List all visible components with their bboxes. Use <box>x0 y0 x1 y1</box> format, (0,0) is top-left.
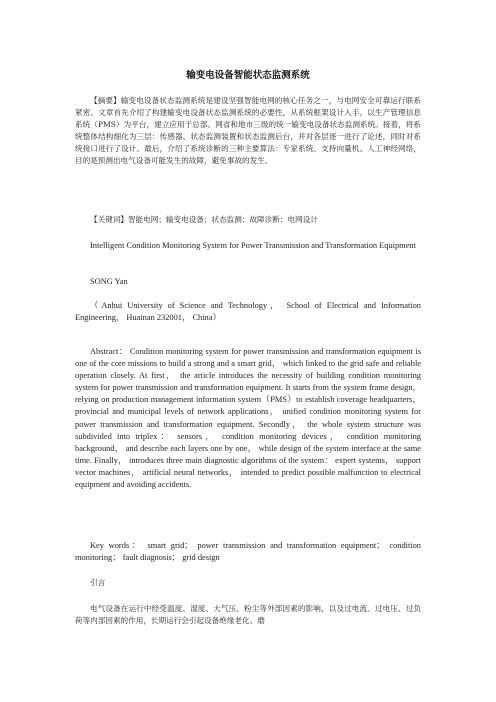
abstract-cn: 【摘要】输变电设备状态监测系统是建设坚强智能电网的核心任务之一，与电网安全可靠运行联系紧密。文章首先介绍了构建输变电设备状态监测系统的必要性，从系统框架设计入手，以生产管理信息系统（PMS）为平台，建立应用于总部、网省和地市三级的统一输变电设备状态监测系统。接着，将系统整体结构细化为三层：传感器、状态监测装置和状态监测后台，并对各层逐一进行了论述，同时对系统接口进行了设计。最后，介绍了系统诊断的三种主要算法：专家系统、支持向量机、人工神经网络，目的是预测出电气设备可能发生的故障，避免事故的发生。 <box>75 96 421 166</box>
author-affiliation: （Anhui University of Science and Technology， School of Electrical and Information Engineering， Huainan 232001， China） <box>75 301 421 323</box>
paper-title: 输变电设备智能状态监测系统 <box>186 70 310 81</box>
keywords-cn: 【关键词】智能电网；输变电设备；状态监测；故障诊断；电网设计 <box>90 215 318 224</box>
keywords-en: Key words： smart grid； power transmission and transformation equipment； condition monitoring； fault diagnosis； grid design <box>75 541 421 563</box>
abstract-en: Abstract： Condition monitoring system for power transmission and transformation equipment is one of the core missions to build a strong and a smart grid， which linked to the grid safe and reliable operation closely. At first， the article introduces the necessity of building condition monitoring system for power transmission and transformation equipment. It starts from the system frame design， relying on production management information system（PMS）to establish coverage headquarters， provincial and municipal levels of network applications， unified condition monitoring system for power transmission and transformation equipment. Secondly， the whole system structure was subdivided into triplex： sensors， condition monitoring devices， condition monitoring background， and describe each layers one by one， while design of the system interface at the same time. Finally， introduces three main diagnostic algorithms of the system： expert systems， support vector machines， artificial neural networks， intended to predict possible malfunction to electrical equipment and avoiding accidents. <box>75 347 421 490</box>
intro-paragraph: 电气设备在运行中经受温度、湿度、大气压、粉尘等外部因素的影响，以及过电流、过电压、过负荷等内部因素的作用，长期运行会引起设备绝缘老化、磨 <box>75 604 421 626</box>
english-title: Intelligent Condition Monitoring System for Power Transmission and Transformation Equipment <box>90 241 416 250</box>
section-heading-intro: 引言 <box>90 578 106 587</box>
author-name: SONG Yan <box>90 277 128 286</box>
